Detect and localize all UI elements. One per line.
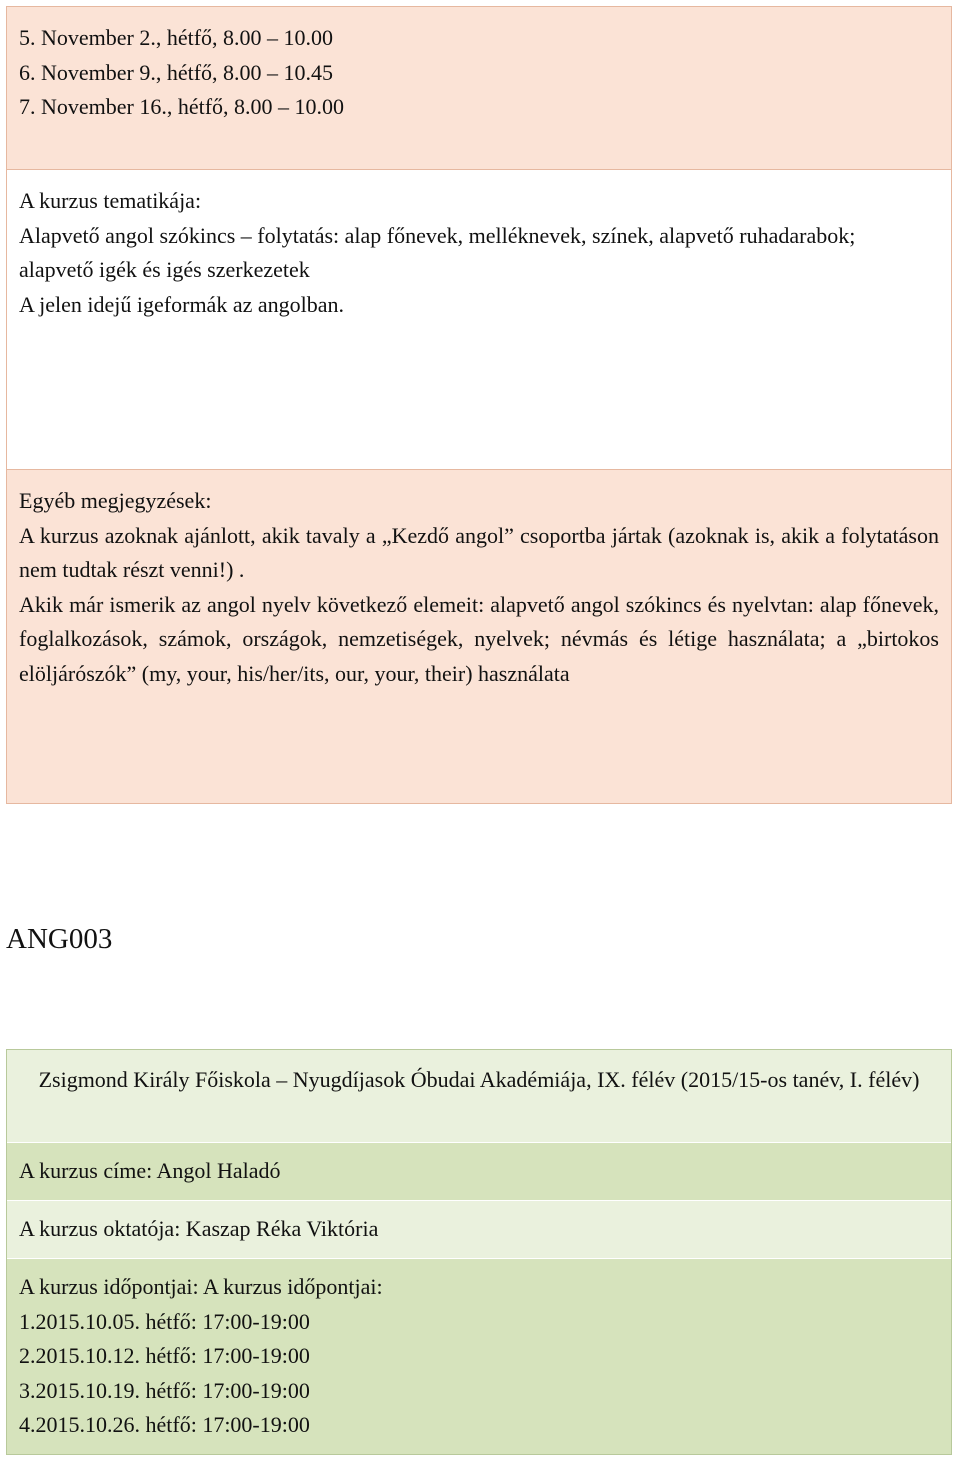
time-line: 4.2015.10.26. hétfő: 17:00-19:00 <box>19 1412 310 1437</box>
title-cell <box>7 1142 951 1200</box>
institution-cell <box>7 1050 951 1142</box>
institution-text: Zsigmond Király Főiskola – Nyugdíjasok Óbudai Akadémiája, IX. félév (2015/15-os tanév, I. félév) <box>38 1067 920 1092</box>
theme-line: alapvető igék és igés szerkezetek <box>19 257 310 282</box>
theme-heading: A kurzus tematikája: <box>19 188 202 213</box>
schedule-line: 6. November 9., hétfő, 8.00 – 10.45 <box>19 59 334 85</box>
schedule-line: 5. November 2., hétfő, 8.00 – 10.00 <box>19 25 334 50</box>
course-code: ANG003 <box>6 923 113 955</box>
times-cell <box>7 1258 951 1454</box>
schedule-cell <box>7 7 951 169</box>
course-title: A kurzus címe: Angol Haladó <box>19 1158 281 1183</box>
course-info-table-2 <box>6 1049 952 1455</box>
teacher-cell <box>7 1200 951 1258</box>
theme-line: A jelen idejű igeformák az angolban. <box>19 291 344 317</box>
notes-paragraph: Akik már ismerik az angol nyelv következő elemeit: alapvető angol szókincs és nyelvtan: alap főnevek, foglalkozások, számok, országok, nemzetiségek, nyelvek; névmás és létige használata; a „birtokos elöljárószók” (my, your, his/her/its, our, your, their) használata <box>19 591 939 686</box>
notes-paragraph: A kurzus azoknak ajánlott, akik tavaly a „Kezdő angol” csoportba jártak (azoknak is, akik a folytatáson nem tudtak részt venni!) . <box>19 522 939 582</box>
times-heading: A kurzus időpontjai: A kurzus időpontjai: <box>19 1274 383 1299</box>
schedule-line: 7. November 16., hétfő, 8.00 – 10.00 <box>19 94 345 119</box>
notes-cell <box>7 469 951 803</box>
notes-heading: Egyéb megjegyzések: <box>19 488 212 513</box>
time-line: 3.2015.10.19. hétfő: 17:00-19:00 <box>19 1377 310 1403</box>
time-line: 1.2015.10.05. hétfő: 17:00-19:00 <box>19 1308 310 1334</box>
theme-cell <box>7 169 951 469</box>
theme-paragraph: Alapvető angol szókincs – folytatás: alap főnevek, melléknevek, színek, alapvető ruhadarabok; <box>19 222 856 248</box>
time-line: 2.2015.10.12. hétfő: 17:00-19:00 <box>19 1343 310 1368</box>
course-info-table-1 <box>6 6 952 804</box>
course-teacher: A kurzus oktatója: Kaszap Réka Viktória <box>19 1216 379 1241</box>
